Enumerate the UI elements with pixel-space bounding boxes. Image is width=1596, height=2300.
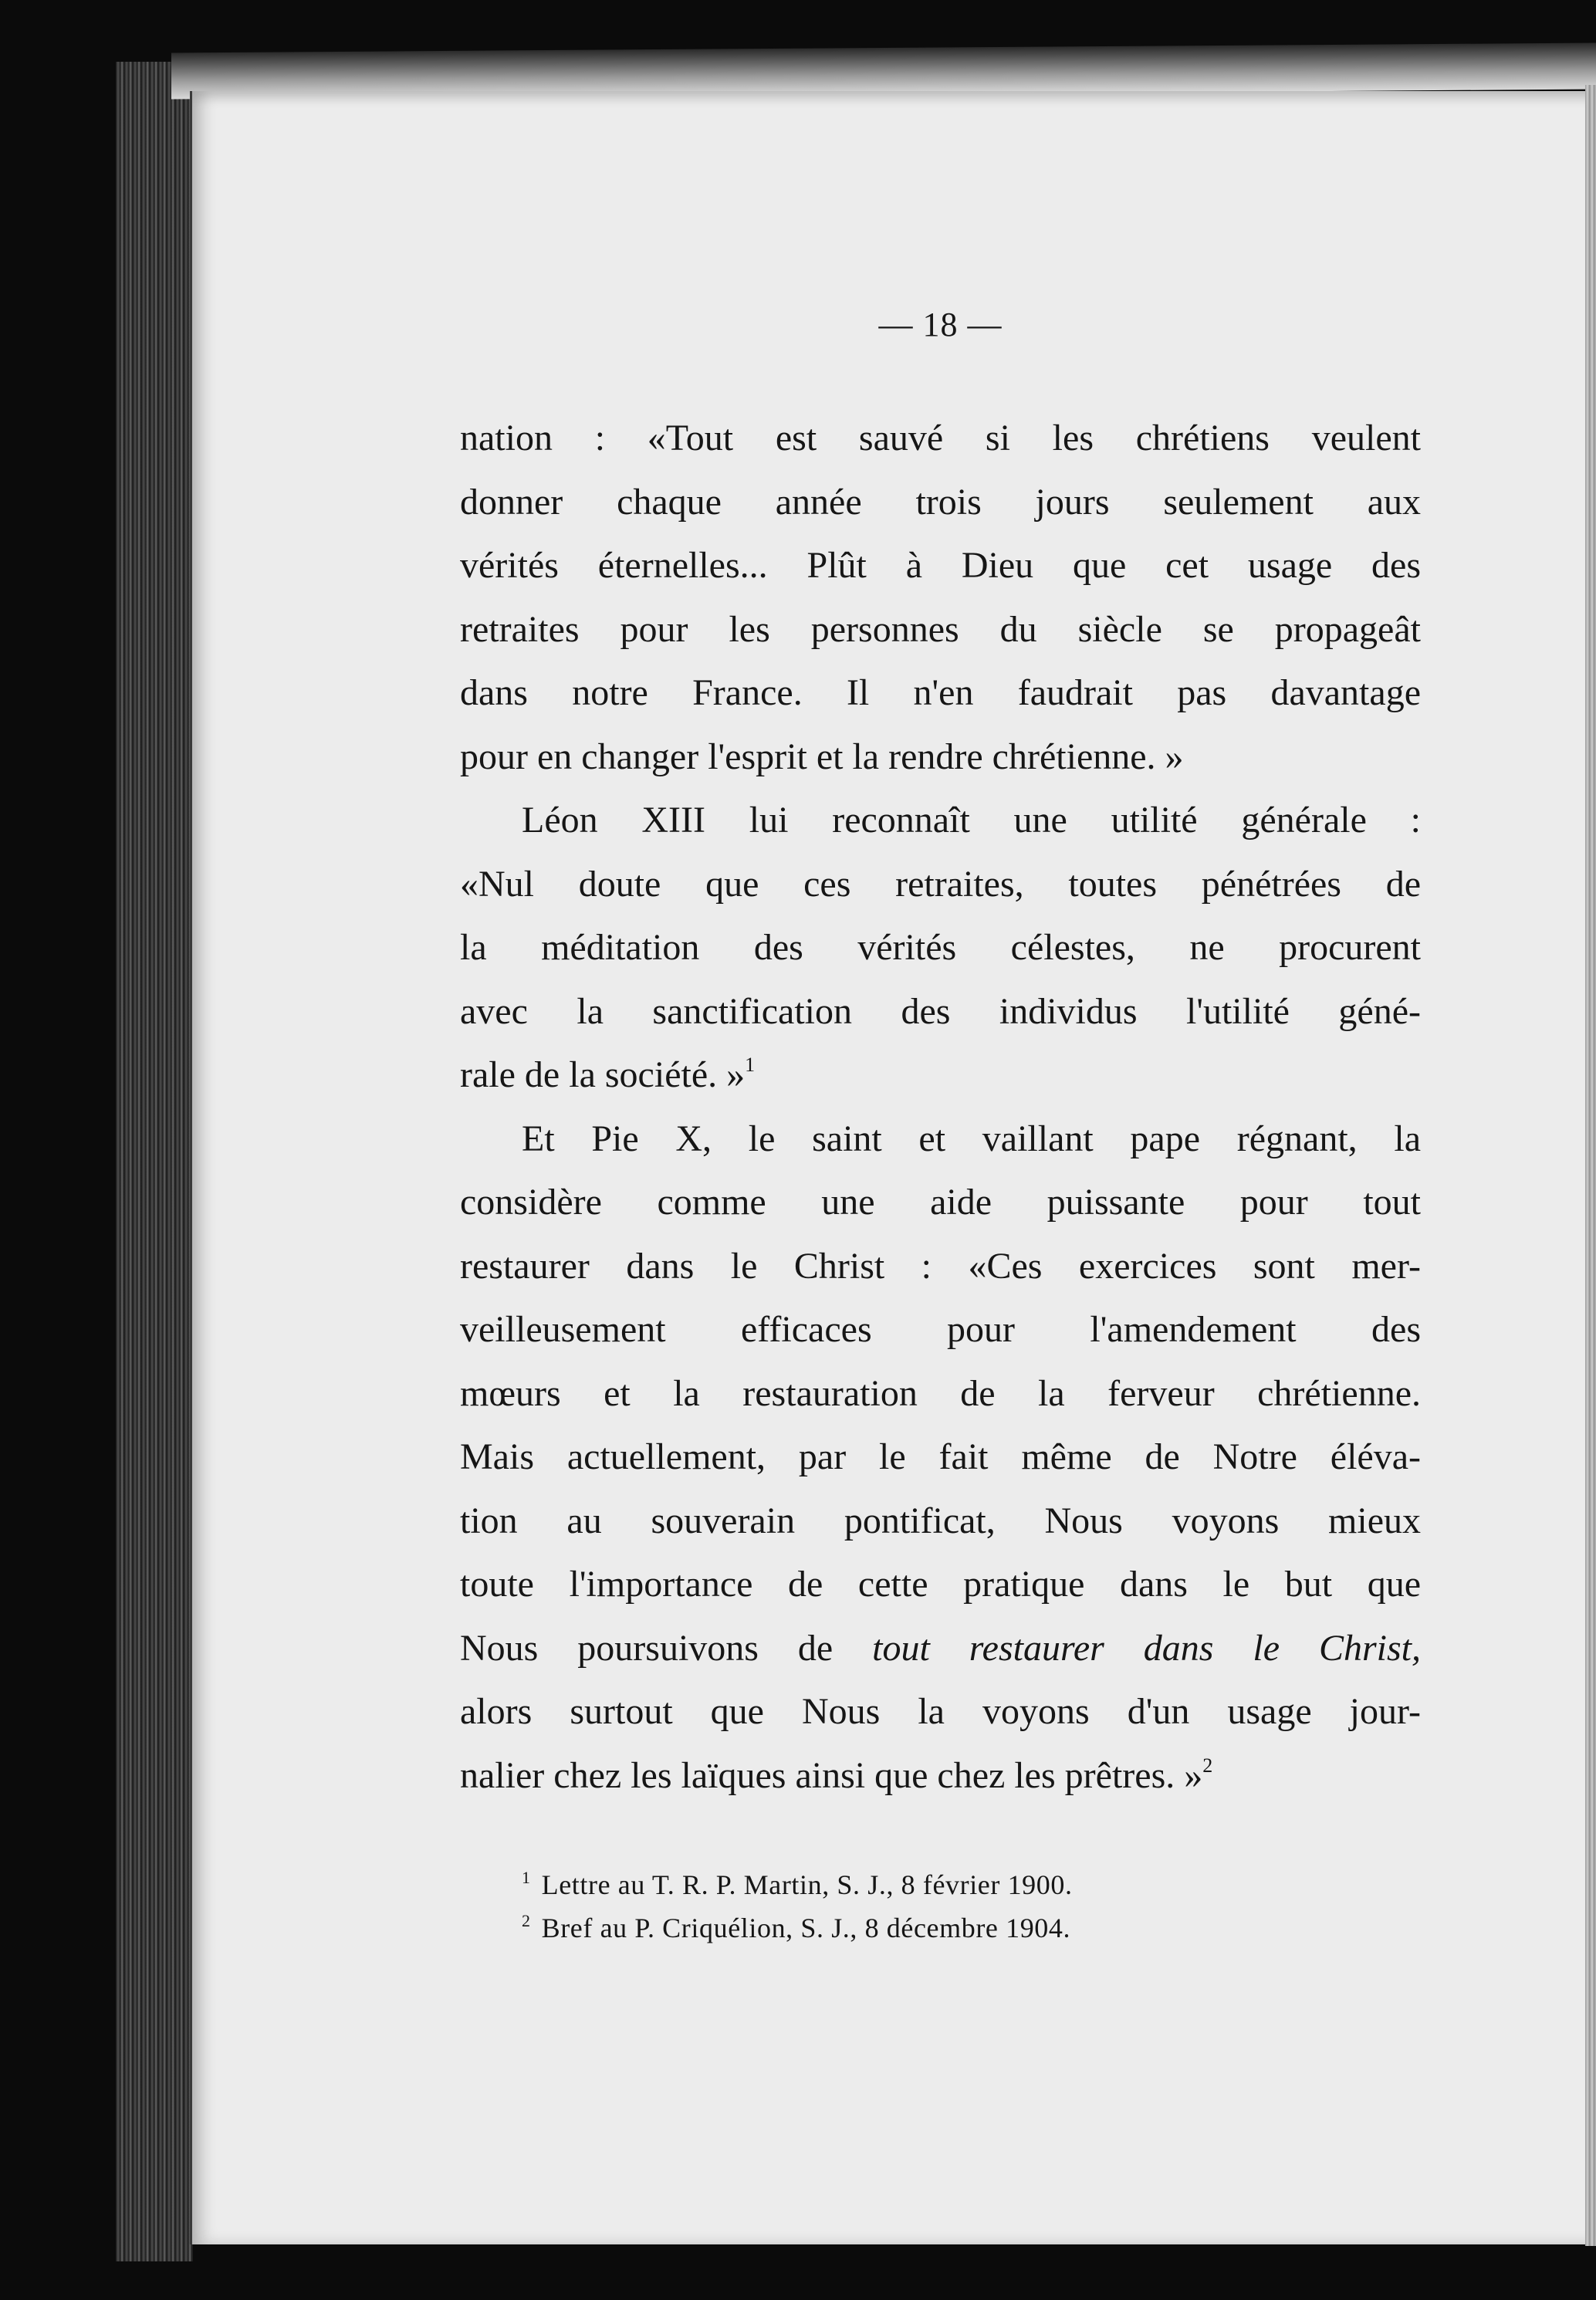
- text-line-content: Nous poursuivons de: [460, 1627, 834, 1669]
- footnote-number: 1: [522, 1868, 531, 1887]
- text-line-content: rale de la société. »: [460, 1054, 746, 1095]
- text-line: mœurs et la restauration de la ferveur chrétienne.: [460, 1372, 1421, 1414]
- footnotes: [522, 1856, 1293, 1943]
- page-stack-edge: [116, 62, 193, 2261]
- text-line: la méditation des vérités célestes, ne procurent: [460, 927, 1421, 968]
- text-line: considère comme une aide puissante pour tout: [460, 1182, 1421, 1223]
- text-line: Et Pie X, le saint et vaillant pape régnant, la: [522, 1118, 1421, 1159]
- footnote: [522, 1856, 1293, 1899]
- footnote: [522, 1899, 1293, 1943]
- text-line: [460, 1617, 1421, 1681]
- text-line: «Nul doute que ces retraites, toutes pénétrées de: [460, 863, 1421, 905]
- footnote-text: Lettre au T. R. P. Martin, S. J., 8 février 1900.: [541, 1869, 1073, 1900]
- text-line: Léon XIII lui reconnaît une utilité générale :: [522, 800, 1421, 841]
- page-number: — 18 —: [878, 306, 1003, 343]
- text-line: Mais actuellement, par le fait même de Notre éléva-: [460, 1436, 1421, 1477]
- text-line: retraites pour les personnes du siècle se propageât: [460, 608, 1421, 650]
- text-line: dans notre France. Il n'en faudrait pas davantage: [460, 672, 1421, 713]
- text-line: avec la sanctification des individus l'utilité géné-: [460, 990, 1421, 1032]
- footnote-text: Bref au P. Criquélion, S. J., 8 décembre 1904.: [541, 1913, 1071, 1943]
- text-line: tion au souverain pontificat, Nous voyons mieux: [460, 1500, 1421, 1541]
- text-line: veilleusement efficaces pour l'amendement des: [460, 1309, 1421, 1350]
- text-line: [460, 1043, 1421, 1108]
- body-text: [460, 305, 1421, 1808]
- footnote-ref-2: 2: [1202, 1754, 1213, 1777]
- italic-phrase: tout restaurer dans le Christ,: [872, 1627, 1421, 1669]
- text-line-content: nalier chez les laïques ainsi que chez les prêtres. »: [460, 1754, 1203, 1796]
- text-line: nation : «Tout est sauvé si les chrétiens veulent: [460, 418, 1421, 458]
- text-line: pour en changer l'esprit et la rendre chrétienne. »: [460, 736, 1184, 777]
- text-line: alors surtout que Nous la voyons d'un usage jour-: [460, 1691, 1421, 1732]
- right-page-edge: [1585, 85, 1596, 2246]
- text-line: [460, 1744, 1421, 1808]
- footnote-ref-1: 1: [745, 1054, 756, 1076]
- text-line: restaurer dans le Christ : «Ces exercices sont mer-: [460, 1245, 1421, 1287]
- text-line: vérités éternelles... Plût à Dieu que cet usage des: [460, 545, 1421, 586]
- text-line: toute l'importance de cette pratique dans le but que: [460, 1564, 1421, 1605]
- text-line: donner chaque année trois jours seulement aux: [460, 481, 1421, 523]
- footnote-number: 2: [522, 1911, 531, 1930]
